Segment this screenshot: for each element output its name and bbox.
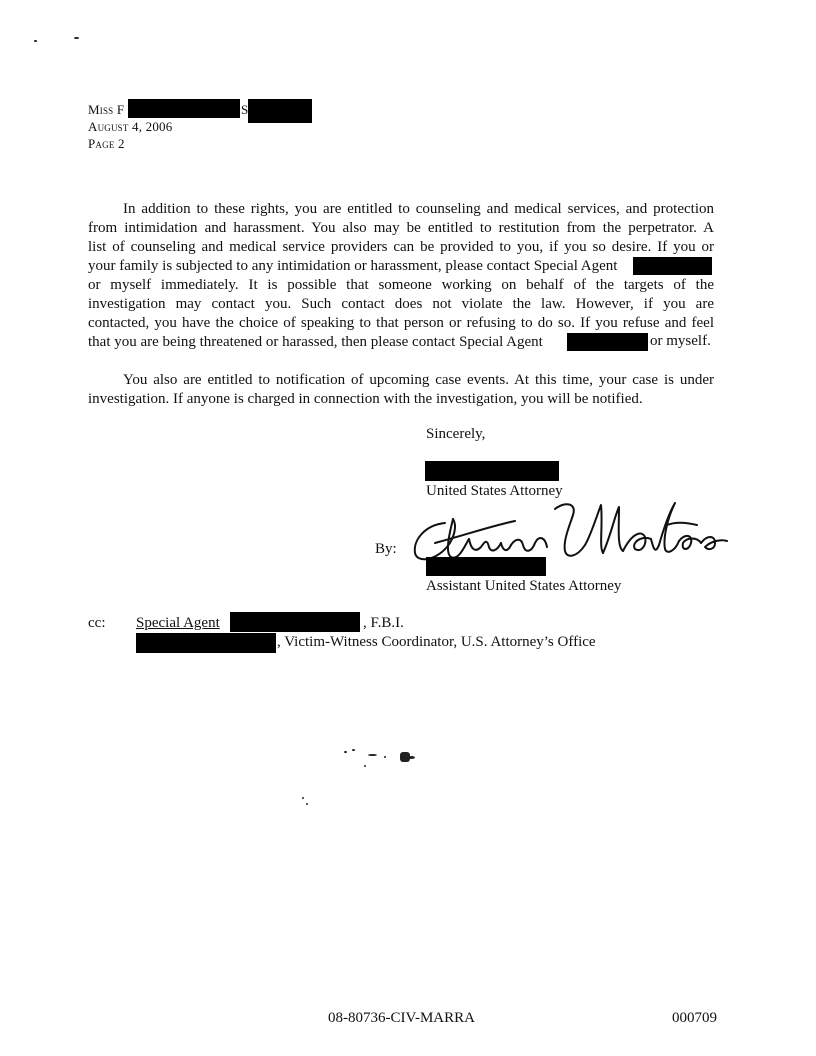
scan-speck xyxy=(364,765,366,767)
scan-speck xyxy=(408,756,415,759)
redaction-cc-agent-name xyxy=(230,612,360,632)
para1-line6: investigation may contact you. Such contact does not violate the law. However, if you are xyxy=(88,296,714,312)
page-number: Page 2 xyxy=(88,136,125,151)
cc-special-agent-label: Special Agent xyxy=(136,615,220,631)
cc-fbi: , F.B.I. xyxy=(363,615,404,631)
recipient-line: Miss F xyxy=(88,102,125,117)
letter-date: August 4, 2006 xyxy=(88,119,173,134)
scan-speck xyxy=(302,797,304,799)
cc-label: cc: xyxy=(88,615,106,631)
scan-speck xyxy=(34,40,37,42)
para1-line7: contacted, you have the choice of speaking to that person or refusing to do so. If you refuse and feel xyxy=(88,315,714,331)
redaction-agent-name-2 xyxy=(567,333,648,351)
recipient-mid-initial: S xyxy=(241,102,249,117)
assistant-attorney-title: Assistant United States Attorney xyxy=(426,578,622,594)
para1-line1: In addition to these rights, you are entitled to counseling and medical services, and protection xyxy=(123,201,714,217)
redaction-assistant-attorney-name xyxy=(426,557,546,576)
redaction-recipient-first xyxy=(128,99,240,118)
scan-speck xyxy=(384,756,386,758)
para1-line5: or myself immediately. It is possible that someone working on behalf of the targets of the xyxy=(88,277,714,293)
para1-line4: your family is subjected to any intimidation or harassment, please contact Special Agent xyxy=(88,258,618,274)
para1-line2: from intimidation and harassment. You also may be entitled to restitution from the perpetrator. A xyxy=(88,220,714,236)
redaction-agent-name-1 xyxy=(633,257,712,275)
scan-speck xyxy=(74,37,79,39)
para2-line1: You also are entitled to notification of upcoming case events. At this time, your case is under xyxy=(123,372,714,388)
footer-case-number: 08-80736-CIV-MARRA xyxy=(328,1010,475,1026)
scan-speck xyxy=(344,751,347,753)
us-attorney-title: United States Attorney xyxy=(426,483,563,499)
redaction-recipient-last xyxy=(248,99,312,123)
scan-speck xyxy=(306,803,308,805)
para1-line8: that you are being threatened or harassed, then please contact Special Agent xyxy=(88,334,543,350)
redaction-cc-coordinator-name xyxy=(136,633,276,653)
closing-sincerely: Sincerely, xyxy=(426,426,486,442)
cc-victim-witness-coordinator: , Victim-Witness Coordinator, U.S. Attorney’s Office xyxy=(277,634,596,650)
para1-line3: list of counseling and medical service providers can be provided to you, if you so desire. If you or xyxy=(88,239,714,255)
scan-speck xyxy=(368,754,377,756)
paragraph-rights xyxy=(88,200,714,352)
by-label: By: xyxy=(375,541,397,557)
scan-speck xyxy=(352,749,355,751)
redaction-us-attorney-name xyxy=(425,461,559,481)
para2-line2: investigation. If anyone is charged in connection with the investigation, you will be notified. xyxy=(88,391,643,407)
footer-bates-number: 000709 xyxy=(672,1010,717,1026)
para1-line8-end: or myself. xyxy=(650,333,711,349)
paragraph-notification xyxy=(88,371,714,409)
